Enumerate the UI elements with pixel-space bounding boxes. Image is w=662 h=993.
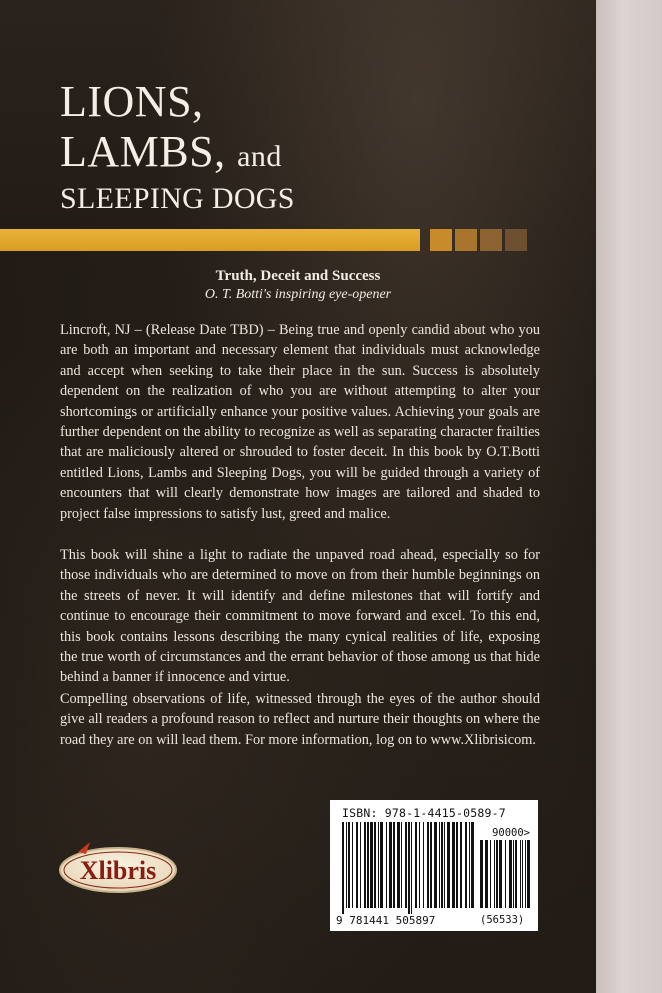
barcode-bar — [456, 822, 458, 908]
paragraph-3: Compelling observations of life, witnessed through the eyes of the author should give all readers a profound reason to reflect and nurture their thoughts on where the road they are on will lead them. For more information, log on to www.Xlibrisicom. — [60, 691, 540, 748]
barcode-bar — [370, 822, 373, 908]
band-square-2 — [455, 229, 477, 251]
xlibris-logo — [56, 838, 180, 905]
barcode-bar — [419, 822, 420, 908]
barcode-bar — [441, 822, 443, 908]
addon-digits: (56533) — [480, 914, 525, 926]
title-lambs: LAMBS, — [60, 127, 226, 176]
barcode-bar — [494, 840, 495, 908]
barcode-bar — [356, 822, 358, 908]
barcode-bar — [527, 840, 530, 908]
barcode-bar — [430, 822, 432, 908]
barcode-bar — [485, 840, 488, 908]
barcode-bar — [423, 822, 424, 908]
barcode-bar — [408, 822, 410, 914]
barcode-bar — [427, 822, 429, 908]
addon-barcode-bars — [480, 840, 530, 914]
barcode-bar — [444, 822, 445, 908]
barcode-bar — [389, 822, 392, 908]
barcode-bar — [352, 822, 353, 908]
barcode-bar — [471, 822, 474, 908]
barcode-bar — [364, 822, 366, 908]
barcode-bar — [460, 822, 462, 908]
barcode-bar — [380, 822, 383, 908]
barcode-bar — [386, 822, 387, 908]
barcode-bar — [525, 840, 526, 908]
barcode-bar — [374, 822, 376, 908]
barcode-bar — [393, 822, 395, 908]
gold-band — [0, 229, 420, 251]
barcode-bar — [490, 840, 491, 908]
barcode-bars — [342, 822, 476, 914]
barcode-bar — [465, 822, 467, 908]
barcode-bar — [367, 822, 369, 908]
book-title — [60, 77, 295, 215]
band-square-1 — [430, 229, 452, 251]
barcode-bar — [348, 822, 350, 908]
barcode-bar — [360, 822, 361, 908]
back-edge — [596, 0, 662, 993]
isbn-label: ISBN: 978-1-4415-0589-7 — [342, 806, 506, 820]
title-and: and — [237, 140, 282, 173]
barcode-bar — [499, 840, 502, 908]
barcode-bar — [513, 840, 514, 908]
barcode-bar — [447, 822, 450, 908]
barcode-bar — [480, 840, 483, 908]
barcode-bar — [509, 840, 512, 908]
barcode-bar — [522, 840, 523, 908]
paragraph-2: This book will shine a light to radiate the unpaved road ahead, especially so for those individuals who are determined to move on from their humble beginnings on the streets of never. It will identify and define milestones that will fortify and continue to encourage their commitment to move forward and excel. To this end, this book contains lessons describing the many cynical realities of life, exposing the true worth of circumstances and the errant behavior of those among us that hide behind a banner if innocence and virtue. — [60, 547, 540, 686]
band-square-4 — [505, 229, 527, 251]
barcode-bar — [397, 822, 400, 908]
barcode-digits: 9 781441 505897 — [336, 914, 436, 927]
barcode-bar — [439, 822, 440, 908]
subtitle: Truth, Deceit and Success — [215, 268, 381, 284]
barcode-bar — [434, 822, 437, 908]
logo-text: Xlibris — [79, 856, 157, 885]
barcode-bar — [515, 840, 517, 908]
barcode-bar — [346, 822, 347, 908]
paragraph-1: Lincroft, NJ – (Release Date TBD) – Being true and openly candid about who you are both an important and necessary element that individuals must acknowledge and accept when seeking to take their place in the sun. Success is absolutely dependent on the realization of who you are without attempting to alter your shortcomings or artificially enhance your positive values. Achieving your goals are further dependent on the ability to recognize as well as separating character frailties that are maliciously altered or shrouded to foster deceit. In this book by O.T.Botti entitled Lions, Lambs and Sleeping Dogs, you will be guided through a variety of encounters that will clearly demonstrate how images are tailored and shaded to project false impressions to satisfy lust, greed and malice. — [60, 322, 540, 522]
barcode-bar — [342, 822, 344, 914]
price-code: 90000> — [492, 827, 530, 839]
barcode-bar — [469, 822, 470, 908]
band-square-3 — [480, 229, 502, 251]
barcode-bar — [505, 840, 506, 908]
barcode-bar — [401, 822, 402, 908]
title-line-1: LIONS, — [60, 77, 204, 126]
barcode-bar — [496, 840, 498, 908]
barcode-bar — [415, 822, 417, 908]
barcode-panel — [330, 800, 538, 931]
title-line-2 — [60, 127, 295, 176]
barcode-bar — [411, 822, 412, 914]
barcode-bar — [452, 822, 455, 908]
barcode-bar — [520, 840, 521, 908]
title-line-3: SLEEPING DOGS — [60, 182, 295, 215]
barcode-bar — [405, 822, 407, 908]
tagline: O. T. Botti's inspiring eye-opener — [204, 287, 392, 302]
barcode-bar — [378, 822, 379, 908]
